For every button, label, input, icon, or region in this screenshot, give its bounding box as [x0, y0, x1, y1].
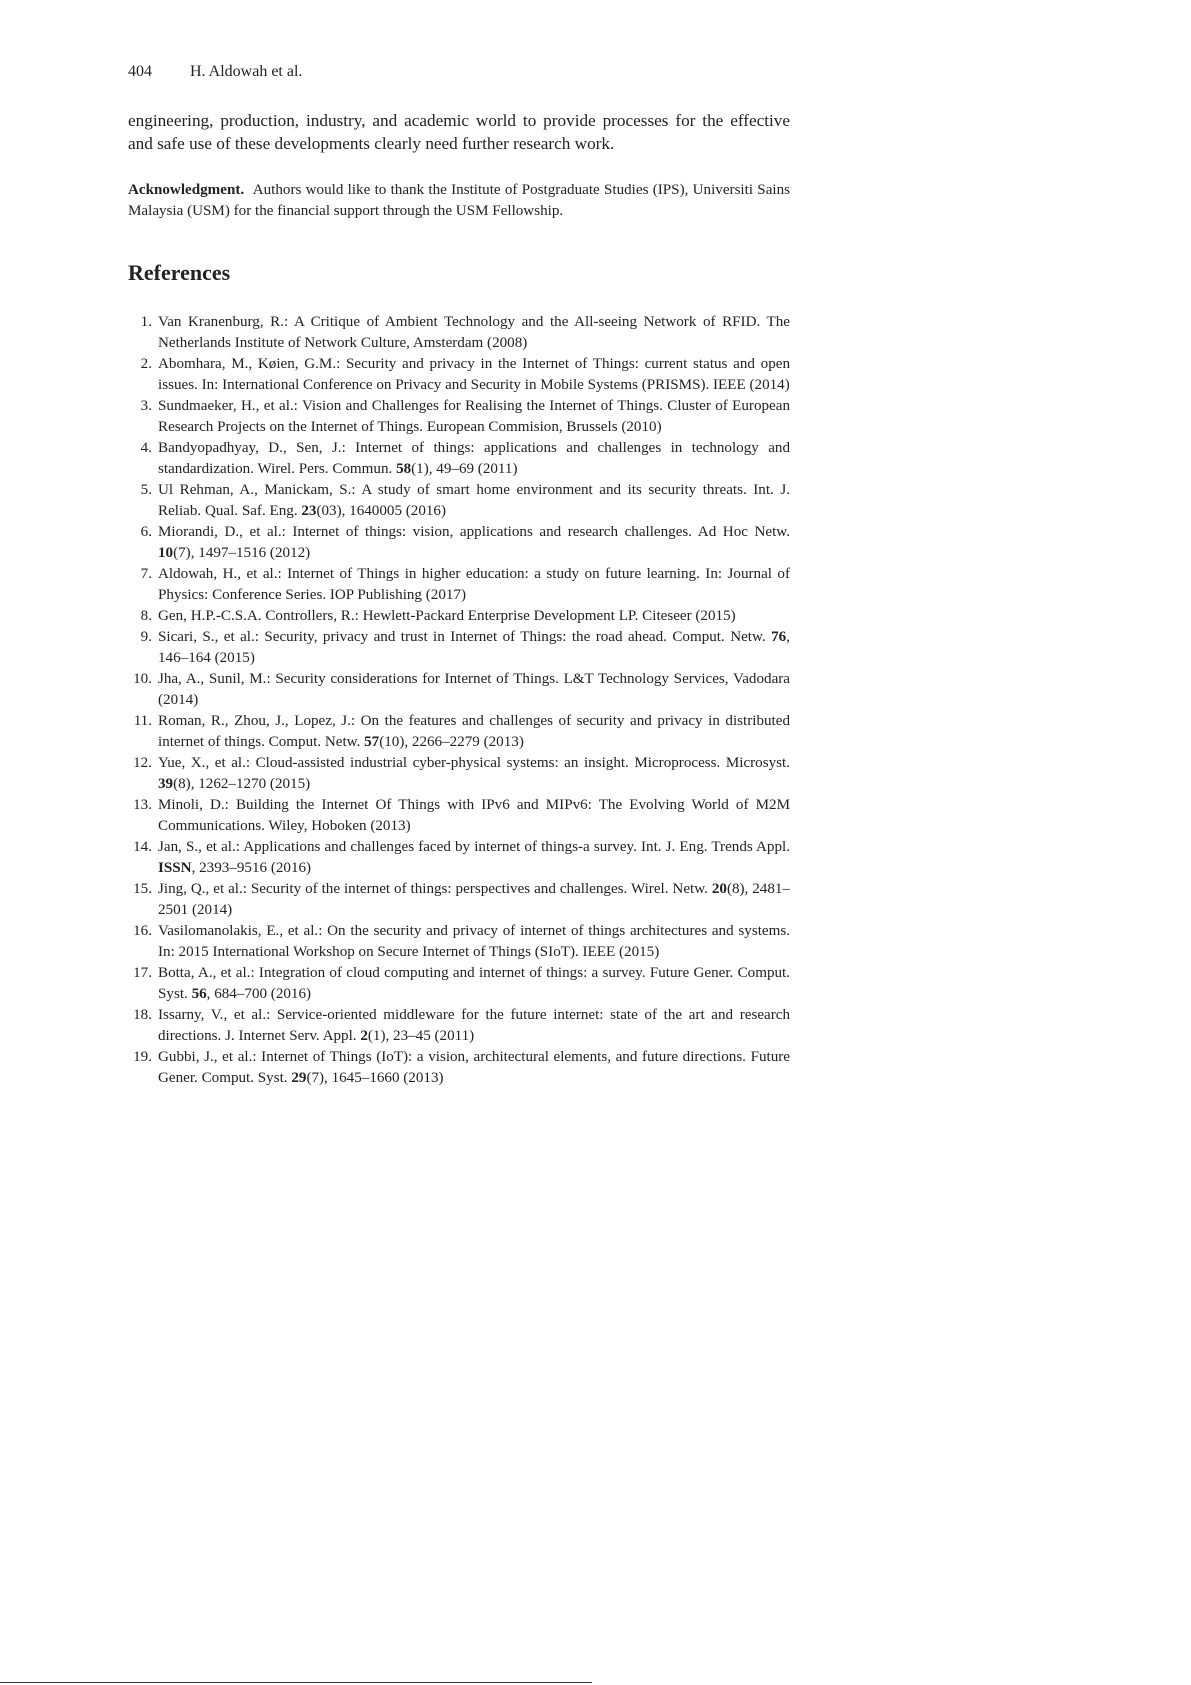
- reference-item: [128, 522, 790, 564]
- reference-item: [128, 1005, 790, 1047]
- reference-text-segment: (10), 2266–2279 (2013): [379, 734, 524, 750]
- reference-item: [128, 921, 790, 963]
- reference-number: 18.: [133, 1007, 152, 1023]
- body-paragraph: engineering, production, industry, and academic world to provide processes for the effective and safe use of these developments clearly need further research work.: [128, 111, 790, 153]
- reference-item: [128, 312, 790, 354]
- reference-text-segment: (8), 2481–2501 (2014): [158, 881, 790, 918]
- reference-volume: 23: [301, 503, 317, 519]
- reference-text: [158, 669, 790, 711]
- reference-number: 7.: [140, 566, 152, 582]
- reference-item: [128, 438, 790, 480]
- reference-volume: 20: [711, 881, 727, 897]
- reference-text-segment: Aldowah, H., et al.: Internet of Things in higher education: a study on future learning. In: Journal of Physics: Conference Series. IOP Publishing (2017): [158, 566, 790, 603]
- reference-item: [128, 606, 790, 627]
- reference-text-segment: Gen, H.P.-C.S.A. Controllers, R.: Hewlett-Packard Enterprise Development LP. Citeseer (2015): [158, 608, 736, 624]
- reference-text-segment: (8), 1262–1270 (2015): [173, 776, 311, 792]
- references-list: [128, 312, 790, 1089]
- reference-number: 9.: [140, 629, 152, 645]
- reference-item: [128, 837, 790, 879]
- reference-number: 11.: [133, 713, 152, 729]
- reference-text: [158, 879, 790, 921]
- reference-number: 4.: [140, 440, 152, 456]
- references-heading: References: [128, 260, 231, 285]
- reference-text-segment: Issarny, V., et al.: Service-oriented middleware for the future internet: state of the art and research directions. J. Internet Serv. Appl.: [158, 1007, 790, 1044]
- reference-text-segment: Sundmaeker, H., et al.: Vision and Challenges for Realising the Internet of Things. Cluster of European Research Projects on the Internet of Things. European Commision, Brussels (2010): [158, 398, 790, 435]
- reference-item: [128, 564, 790, 606]
- reference-text-segment: Jan, S., et al.: Applications and challenges faced by internet of things-a survey. Int. J. Eng. Trends Appl.: [158, 839, 790, 855]
- reference-text: [158, 438, 790, 480]
- reference-text-segment: (03), 1640005 (2016): [316, 503, 447, 519]
- reference-text: [158, 354, 790, 396]
- reference-number: 6.: [140, 524, 152, 540]
- reference-text: [158, 963, 790, 1005]
- reference-volume: 58: [396, 461, 412, 477]
- reference-item: [128, 711, 790, 753]
- reference-text: [158, 627, 790, 669]
- reference-text: [158, 564, 790, 606]
- reference-number: 13.: [133, 797, 152, 813]
- reference-text-segment: Yue, X., et al.: Cloud-assisted industrial cyber-physical systems: an insight. Microprocess. Microsyst.: [158, 755, 790, 771]
- reference-text: [158, 396, 790, 438]
- reference-text-segment: Roman, R., Zhou, J., Lopez, J.: On the features and challenges of security and privacy in distributed internet of things. Comput. Netw.: [158, 713, 790, 750]
- reference-text: [158, 312, 790, 354]
- reference-text-segment: Vasilomanolakis, E., et al.: On the security and privacy of internet of things architectures and systems. In: 2015 International Workshop on Secure Internet of Things (SIoT). IEEE (2015): [158, 923, 790, 960]
- reference-volume: 56: [191, 986, 207, 1002]
- reference-item: [128, 879, 790, 921]
- reference-text-segment: Jha, A., Sunil, M.: Security considerations for Internet of Things. L&T Technology Services, Vadodara (2014): [158, 671, 790, 708]
- reference-text: [158, 753, 790, 795]
- reference-number: 12.: [133, 755, 152, 771]
- reference-volume: 2: [360, 1028, 368, 1044]
- reference-text: [158, 795, 790, 837]
- running-head-authors: H. Aldowah et al.: [190, 63, 303, 80]
- acknowledgment-text: Authors would like to thank the Institute of Postgraduate Studies (IPS), Universiti Sains Malaysia (USM) for the financial support through the USM Fellowship.: [128, 182, 791, 219]
- reference-text: [158, 1047, 790, 1089]
- reference-number: 16.: [133, 923, 152, 939]
- reference-volume: 39: [158, 776, 174, 792]
- reference-item: [128, 753, 790, 795]
- reference-text-segment: Abomhara, M., Køien, G.M.: Security and privacy in the Internet of Things: current status and open issues. In: International Conference on Privacy and Security in Mobile Systems (PRISMS). IEEE (2014): [158, 356, 790, 393]
- reference-number: 15.: [133, 881, 152, 897]
- reference-number: 8.: [140, 608, 152, 624]
- reference-number: 19.: [133, 1049, 152, 1065]
- reference-text: [158, 921, 790, 963]
- reference-volume: ISSN: [158, 860, 192, 876]
- reference-number: 17.: [133, 965, 152, 981]
- reference-item: [128, 480, 790, 522]
- reference-number: 5.: [140, 482, 152, 498]
- reference-text: [158, 480, 790, 522]
- reference-number: 1.: [140, 314, 152, 330]
- reference-text-segment: Jing, Q., et al.: Security of the internet of things: perspectives and challenges. Wirel. Netw.: [158, 881, 712, 897]
- reference-volume: 76: [771, 629, 787, 645]
- reference-text-segment: Gubbi, J., et al.: Internet of Things (IoT): a vision, architectural elements, and future directions. Future Gener. Comput. Syst.: [158, 1049, 790, 1086]
- page-number: 404: [128, 63, 152, 80]
- reference-text: [158, 837, 790, 879]
- reference-item: [128, 669, 790, 711]
- reference-text-segment: (1), 23–45 (2011): [367, 1028, 475, 1044]
- reference-text-segment: (7), 1497–1516 (2012): [173, 545, 311, 561]
- reference-text-segment: Sicari, S., et al.: Security, privacy and trust in Internet of Things: the road ahead. Comput. Netw.: [158, 629, 772, 645]
- reference-item: [128, 963, 790, 1005]
- reference-number: 14.: [133, 839, 152, 855]
- reference-volume: 29: [291, 1070, 307, 1086]
- reference-text: [158, 1005, 790, 1047]
- reference-number: 2.: [140, 356, 152, 372]
- reference-number: 3.: [140, 398, 152, 414]
- reference-text-segment: (1), 49–69 (2011): [411, 461, 518, 477]
- footer-rule: [0, 1682, 592, 1683]
- reference-item: [128, 627, 790, 669]
- reference-text: [158, 711, 790, 753]
- reference-item: [128, 354, 790, 396]
- reference-item: [128, 396, 790, 438]
- reference-text-segment: Ul Rehman, A., Manickam, S.: A study of smart home environment and its security threats. Int. J. Reliab. Qual. Saf. Eng.: [158, 482, 790, 519]
- reference-volume: 57: [364, 734, 380, 750]
- acknowledgment: [128, 180, 790, 221]
- acknowledgment-heading: Acknowledgment.: [128, 182, 245, 198]
- reference-text-segment: Minoli, D.: Building the Internet Of Things with IPv6 and MIPv6: The Evolving World of M2M Communications. Wiley, Hoboken (2013): [158, 797, 790, 834]
- reference-text-segment: (7), 1645–1660 (2013): [306, 1070, 444, 1086]
- running-head: [128, 62, 302, 82]
- reference-text-segment: , 684–700 (2016): [206, 986, 312, 1002]
- reference-text: [158, 606, 790, 627]
- reference-number: 10.: [133, 671, 152, 687]
- reference-item: [128, 1047, 790, 1089]
- reference-text-segment: Botta, A., et al.: Integration of cloud computing and internet of things: a survey. Future Gener. Comput. Syst.: [158, 965, 790, 1002]
- reference-text: [158, 522, 790, 564]
- reference-text-segment: , 146–164 (2015): [158, 629, 790, 666]
- reference-text-segment: Van Kranenburg, R.: A Critique of Ambient Technology and the All-seeing Network of RFID. The Netherlands Institute of Network Culture, Amsterdam (2008): [158, 314, 790, 351]
- reference-item: [128, 795, 790, 837]
- reference-text-segment: Miorandi, D., et al.: Internet of things: vision, applications and research challenges. Ad Hoc Netw.: [158, 524, 790, 540]
- reference-volume: 10: [158, 545, 174, 561]
- reference-text-segment: Bandyopadhyay, D., Sen, J.: Internet of things: applications and challenges in technology and standardization. Wirel. Pers. Commun.: [158, 440, 790, 477]
- reference-text-segment: , 2393–9516 (2016): [191, 860, 312, 876]
